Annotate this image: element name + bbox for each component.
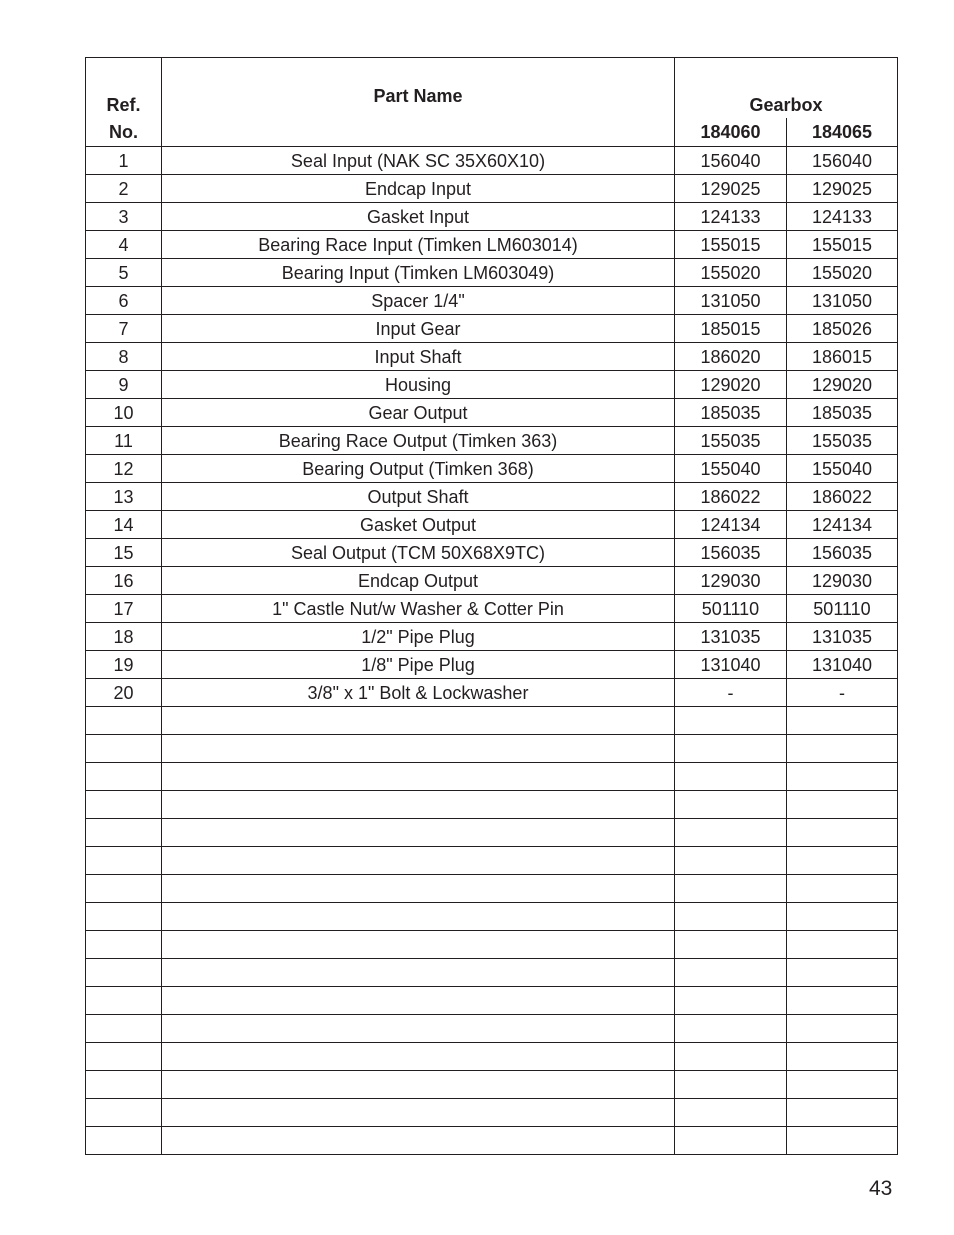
part-number-184060-cell	[675, 1071, 787, 1099]
part-name-cell	[162, 931, 675, 959]
ref-cell: 18	[86, 623, 162, 651]
part-number-184065-cell: 155015	[787, 231, 898, 259]
part-name-cell: Endcap Input	[162, 175, 675, 203]
part-number-184065-cell: 186015	[787, 343, 898, 371]
part-number-184060-cell	[675, 763, 787, 791]
part-number-184060-cell: -	[675, 679, 787, 707]
part-name-cell: Gear Output	[162, 399, 675, 427]
part-number-184060-cell: 185015	[675, 315, 787, 343]
part-name-cell: Seal Input (NAK SC 35X60X10)	[162, 147, 675, 175]
part-number-184065-cell	[787, 1127, 898, 1155]
part-number-184065-cell: -	[787, 679, 898, 707]
part-number-184065-cell: 131050	[787, 287, 898, 315]
part-name-cell	[162, 959, 675, 987]
part-name-cell: Input Gear	[162, 315, 675, 343]
part-number-184060-cell	[675, 931, 787, 959]
table-row	[86, 539, 898, 567]
ref-cell: 6	[86, 287, 162, 315]
part-number-184060-cell: 186022	[675, 483, 787, 511]
table-row	[86, 343, 898, 371]
ref-cell: 12	[86, 455, 162, 483]
part-number-184065-cell: 185026	[787, 315, 898, 343]
table-row	[86, 371, 898, 399]
parts-table-body	[86, 147, 898, 1155]
part-number-184065-cell: 155035	[787, 427, 898, 455]
part-number-184065-cell	[787, 1071, 898, 1099]
part-number-184060-cell: 131040	[675, 651, 787, 679]
ref-cell	[86, 1015, 162, 1043]
ref-cell	[86, 1071, 162, 1099]
part-name-cell	[162, 763, 675, 791]
part-name-cell	[162, 707, 675, 735]
page-number: 43	[869, 1177, 893, 1200]
part-name-cell: Endcap Output	[162, 567, 675, 595]
table-row	[86, 651, 898, 679]
part-number-184060-cell: 155040	[675, 455, 787, 483]
part-number-184060-cell	[675, 959, 787, 987]
ref-cell	[86, 791, 162, 819]
part-name-cell	[162, 1043, 675, 1071]
part-number-184060-cell: 156040	[675, 147, 787, 175]
ref-cell: 9	[86, 371, 162, 399]
ref-cell: 17	[86, 595, 162, 623]
part-number-184065-cell	[787, 1015, 898, 1043]
part-number-184060-cell	[675, 1127, 787, 1155]
ref-cell	[86, 1127, 162, 1155]
part-name-cell: Input Shaft	[162, 343, 675, 371]
table-row	[86, 707, 898, 735]
table-row	[86, 427, 898, 455]
table-row	[86, 791, 898, 819]
table-row	[86, 567, 898, 595]
part-number-184065-cell: 156035	[787, 539, 898, 567]
part-name-cell: 1/2" Pipe Plug	[162, 623, 675, 651]
part-number-184065-cell	[787, 987, 898, 1015]
part-number-184065-cell: 129025	[787, 175, 898, 203]
ref-cell: 8	[86, 343, 162, 371]
part-number-184060-cell: 185035	[675, 399, 787, 427]
part-number-184060-cell	[675, 707, 787, 735]
table-row	[86, 679, 898, 707]
table-row	[86, 763, 898, 791]
table-row	[86, 903, 898, 931]
part-name-cell: Seal Output (TCM 50X68X9TC)	[162, 539, 675, 567]
table-row	[86, 455, 898, 483]
table-row	[86, 399, 898, 427]
ref-cell: 5	[86, 259, 162, 287]
table-row	[86, 259, 898, 287]
part-number-184060-cell: 155015	[675, 231, 787, 259]
part-number-184060-cell: 131050	[675, 287, 787, 315]
part-number-184065-cell: 131035	[787, 623, 898, 651]
part-number-184065-cell: 185035	[787, 399, 898, 427]
part-name-cell: 1/8" Pipe Plug	[162, 651, 675, 679]
table-row	[86, 1099, 898, 1127]
part-number-184065-cell: 155040	[787, 455, 898, 483]
part-name-cell: Housing	[162, 371, 675, 399]
part-number-184065-cell: 131040	[787, 651, 898, 679]
part-number-184060-cell: 129020	[675, 371, 787, 399]
part-name-cell	[162, 875, 675, 903]
part-number-184060-cell: 186020	[675, 343, 787, 371]
part-number-184065-cell	[787, 875, 898, 903]
part-number-184060-cell: 156035	[675, 539, 787, 567]
table-row	[86, 287, 898, 315]
part-number-184065-cell	[787, 707, 898, 735]
table-row	[86, 595, 898, 623]
ref-cell	[86, 847, 162, 875]
ref-cell: 13	[86, 483, 162, 511]
part-number-184065-cell	[787, 819, 898, 847]
table-row	[86, 1071, 898, 1099]
part-number-184065-cell	[787, 1043, 898, 1071]
table-row	[86, 1015, 898, 1043]
model-a-header: 184060	[675, 118, 787, 147]
part-number-184060-cell	[675, 819, 787, 847]
part-number-184060-cell	[675, 987, 787, 1015]
ref-cell: 7	[86, 315, 162, 343]
ref-cell: 2	[86, 175, 162, 203]
table-row	[86, 1127, 898, 1155]
part-number-184065-cell: 186022	[787, 483, 898, 511]
part-name-cell: Bearing Race Output (Timken 363)	[162, 427, 675, 455]
header-row-top	[86, 58, 898, 118]
ref-cell	[86, 763, 162, 791]
ref-cell: 11	[86, 427, 162, 455]
part-number-184060-cell	[675, 735, 787, 763]
ref-cell: 10	[86, 399, 162, 427]
part-name-cell	[162, 791, 675, 819]
table-row	[86, 959, 898, 987]
part-number-184060-cell: 155035	[675, 427, 787, 455]
parts-list-table	[85, 57, 898, 1155]
part-number-184065-cell: 124133	[787, 203, 898, 231]
part-number-184065-cell: 124134	[787, 511, 898, 539]
table-row	[86, 147, 898, 175]
table-row	[86, 175, 898, 203]
table-row	[86, 847, 898, 875]
ref-cell	[86, 707, 162, 735]
part-number-184060-cell	[675, 1015, 787, 1043]
part-number-184065-cell: 129030	[787, 567, 898, 595]
part-number-184065-cell	[787, 791, 898, 819]
part-number-184065-cell	[787, 1099, 898, 1127]
ref-cell	[86, 931, 162, 959]
ref-cell	[86, 1043, 162, 1071]
ref-cell: 15	[86, 539, 162, 567]
gearbox-group-header: Gearbox	[749, 94, 823, 115]
part-number-184060-cell: 131035	[675, 623, 787, 651]
table-row	[86, 315, 898, 343]
part-number-184065-cell	[787, 959, 898, 987]
part-number-184060-cell	[675, 791, 787, 819]
part-number-184065-cell: 156040	[787, 147, 898, 175]
part-number-184060-cell: 155020	[675, 259, 787, 287]
part-number-184065-cell: 501110	[787, 595, 898, 623]
part-name-cell	[162, 1015, 675, 1043]
part-name-cell	[162, 847, 675, 875]
part-number-184065-cell	[787, 931, 898, 959]
part-name-header	[162, 58, 675, 147]
ref-cell: 14	[86, 511, 162, 539]
ref-header-line1: Ref.	[86, 58, 162, 118]
part-name-cell: Bearing Input (Timken LM603049)	[162, 259, 675, 287]
ref-cell	[86, 735, 162, 763]
table-row	[86, 203, 898, 231]
part-number-184065-cell: 155020	[787, 259, 898, 287]
table-row	[86, 735, 898, 763]
ref-cell	[86, 875, 162, 903]
part-number-184060-cell: 124133	[675, 203, 787, 231]
ref-cell	[86, 903, 162, 931]
ref-cell	[86, 1099, 162, 1127]
part-number-184060-cell: 129030	[675, 567, 787, 595]
part-name-cell	[162, 1099, 675, 1127]
part-name-cell	[162, 1071, 675, 1099]
part-name-cell: Spacer 1/4"	[162, 287, 675, 315]
part-name-cell: Bearing Race Input (Timken LM603014)	[162, 231, 675, 259]
part-number-184060-cell	[675, 1043, 787, 1071]
table-row	[86, 931, 898, 959]
part-name-cell	[162, 819, 675, 847]
part-name-header-label: Part Name	[373, 86, 463, 106]
table-row	[86, 511, 898, 539]
table-row	[86, 623, 898, 651]
part-number-184065-cell	[787, 847, 898, 875]
ref-header-line2: No.	[86, 118, 162, 147]
part-number-184060-cell: 129025	[675, 175, 787, 203]
part-number-184065-cell	[787, 763, 898, 791]
table-row	[86, 231, 898, 259]
ref-cell: 1	[86, 147, 162, 175]
part-name-cell	[162, 903, 675, 931]
part-number-184060-cell	[675, 1099, 787, 1127]
ref-cell: 20	[86, 679, 162, 707]
table-row	[86, 875, 898, 903]
model-b-header: 184065	[811, 121, 873, 142]
ref-cell	[86, 987, 162, 1015]
table-row	[86, 483, 898, 511]
part-number-184060-cell	[675, 847, 787, 875]
table-row	[86, 1043, 898, 1071]
part-number-184060-cell	[675, 875, 787, 903]
part-name-cell: Bearing Output (Timken 368)	[162, 455, 675, 483]
part-name-cell: 1" Castle Nut/w Washer & Cotter Pin	[162, 595, 675, 623]
part-name-cell: Gasket Input	[162, 203, 675, 231]
table-row	[86, 819, 898, 847]
ref-cell	[86, 819, 162, 847]
part-number-184060-cell: 124134	[675, 511, 787, 539]
part-name-cell: Gasket Output	[162, 511, 675, 539]
ref-cell: 4	[86, 231, 162, 259]
table-row	[86, 987, 898, 1015]
part-name-cell	[162, 1127, 675, 1155]
ref-cell: 16	[86, 567, 162, 595]
part-name-cell	[162, 735, 675, 763]
part-number-184060-cell	[675, 903, 787, 931]
part-number-184065-cell	[787, 735, 898, 763]
ref-cell: 19	[86, 651, 162, 679]
part-name-cell: 3/8" x 1" Bolt & Lockwasher	[162, 679, 675, 707]
ref-cell	[86, 959, 162, 987]
part-name-cell: Output Shaft	[162, 483, 675, 511]
part-number-184060-cell: 501110	[675, 595, 787, 623]
part-name-cell	[162, 987, 675, 1015]
part-number-184065-cell: 129020	[787, 371, 898, 399]
ref-cell: 3	[86, 203, 162, 231]
part-number-184065-cell	[787, 903, 898, 931]
